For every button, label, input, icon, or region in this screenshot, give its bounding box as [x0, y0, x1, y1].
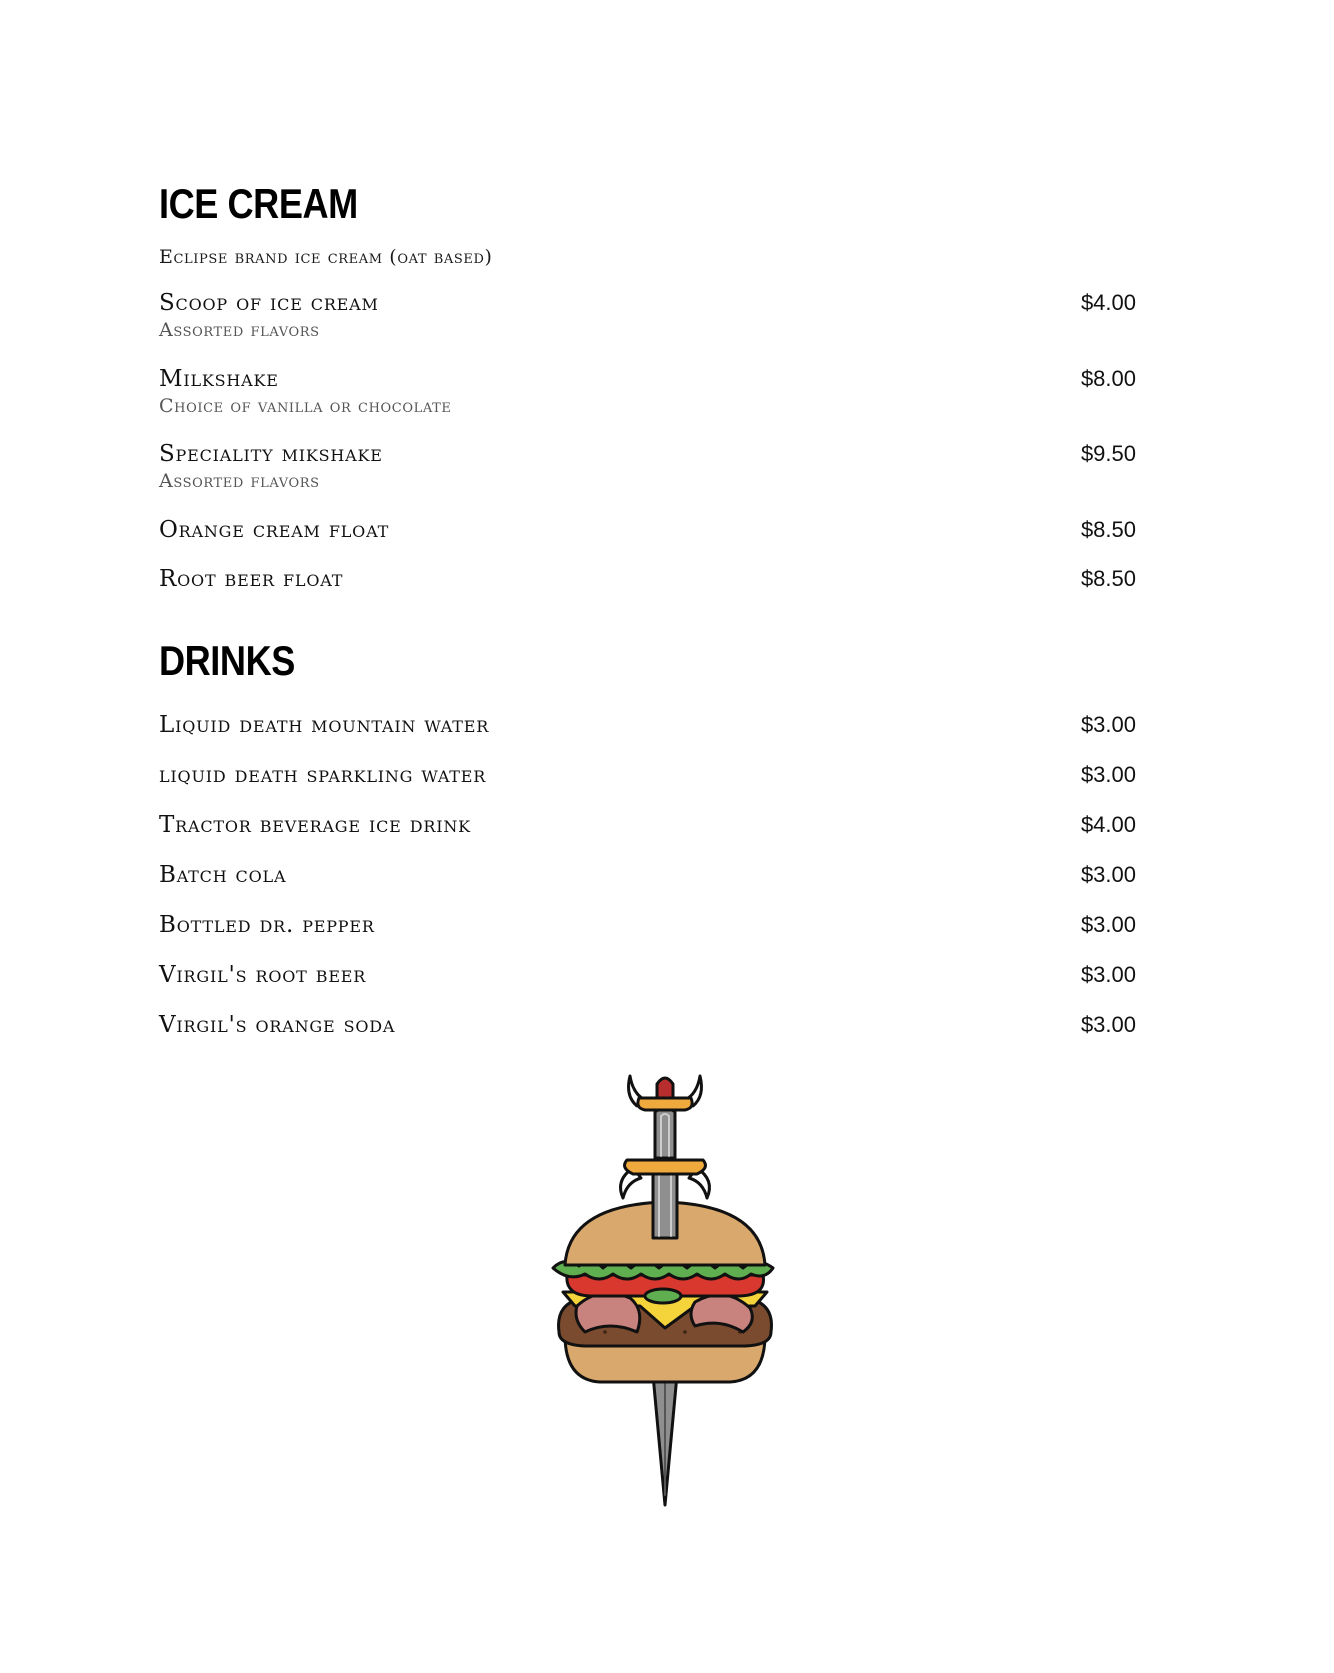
item-name: Orange cream float: [159, 517, 390, 543]
item-price: $8.50: [1080, 517, 1136, 542]
item-price: $8.00: [1080, 366, 1136, 391]
menu-item: [159, 762, 1159, 792]
item-price: $8.50: [1080, 566, 1136, 591]
menu-item: [159, 912, 1159, 942]
menu-item: [159, 566, 1159, 596]
item-name: Virgil's root beer: [159, 962, 367, 988]
item-name: liquid death sparkling water: [159, 762, 487, 788]
item-name: Liquid death mountain water: [159, 712, 490, 738]
section-subtitle-ice-cream: Eclipse brand ice cream (oat based): [159, 246, 493, 268]
item-price: $4.00: [1080, 812, 1136, 837]
item-description: Assorted flavors: [159, 319, 320, 341]
menu-item: [159, 1012, 1159, 1042]
item-name: Milkshake: [159, 366, 279, 392]
menu-item: [159, 962, 1159, 992]
menu-item: [159, 366, 1159, 417]
menu-item: [159, 290, 1159, 341]
item-name: Scoop of ice cream: [159, 290, 379, 316]
item-name: Batch cola: [159, 862, 287, 888]
item-name: Root beer float: [159, 566, 344, 592]
item-name: Speciality mikshake: [159, 441, 383, 467]
section-title-ice-cream: ICE CREAM: [159, 180, 358, 227]
item-price: $3.00: [1080, 712, 1136, 737]
item-price: $9.50: [1080, 441, 1136, 466]
item-description: Assorted flavors: [159, 470, 320, 492]
burger-dagger-icon: [545, 1070, 785, 1510]
menu-item: [159, 712, 1159, 742]
item-price: $4.00: [1080, 290, 1136, 315]
item-price: $3.00: [1080, 1012, 1136, 1037]
menu-item: [159, 862, 1159, 892]
menu-item: [159, 517, 1159, 547]
item-name: Tractor beverage ice drink: [159, 812, 471, 838]
section-title-drinks: DRINKS: [159, 637, 295, 684]
item-price: $3.00: [1080, 762, 1136, 787]
item-name: Virgil's orange soda: [159, 1012, 396, 1038]
item-price: $3.00: [1080, 862, 1136, 887]
item-name: Bottled dr. pepper: [159, 912, 375, 938]
item-description: Choice of vanilla or chocolate: [159, 395, 452, 417]
menu-item: [159, 441, 1159, 492]
item-price: $3.00: [1080, 912, 1136, 937]
item-price: $3.00: [1080, 962, 1136, 987]
menu-item: [159, 812, 1159, 842]
